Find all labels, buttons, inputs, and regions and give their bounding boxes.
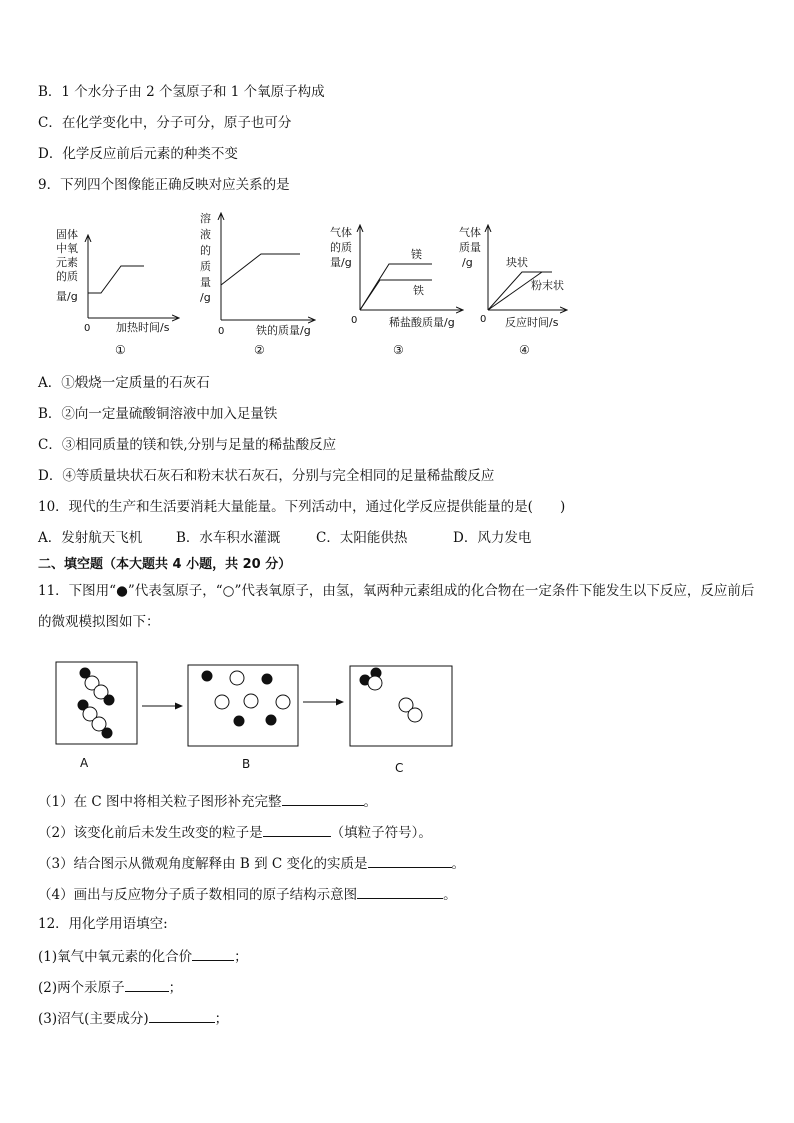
- q11-sub-4-answer-blank[interactable]: [357, 884, 443, 899]
- q10-option-c: C．太阳能供热: [316, 530, 408, 546]
- graph-1-xlabel: 加热时间/s: [116, 321, 170, 334]
- q11-sub-3-answer-blank[interactable]: [368, 853, 452, 868]
- graph-3-ylabel-1: 气体: [330, 226, 352, 239]
- q8-option-b: B．1 个水分子由 2 个氢原子和 1 个氧原子构成: [38, 84, 325, 100]
- q9-option-b: B．②向一定量硫酸铜溶液中加入足量铁: [38, 406, 278, 422]
- q11-sub-3-text: （3）结合图示从微观角度解释由 B 到 C 变化的实质是: [38, 856, 368, 872]
- q10-stem: 10．现代的生产和生活要消耗大量能量。下列活动中，通过化学反应提供能量的是( ): [38, 499, 566, 515]
- graph-1-line: [88, 266, 144, 293]
- graph-1-ylabel-2: 中氧: [56, 242, 78, 255]
- graph-2: [200, 211, 314, 357]
- q11-sub-1-period: 。: [363, 794, 378, 810]
- q12-sub-2-text: (2)两个汞原子: [38, 980, 125, 996]
- graph-4: [459, 225, 566, 357]
- graph-2-ylabel-6: /g: [200, 291, 211, 304]
- q11-stem-line-2: 的微观模拟图如下：: [38, 614, 160, 630]
- box-a: [56, 662, 137, 744]
- q8-option-c: C．在化学变化中，分子可分，原子也可分: [38, 115, 292, 131]
- graph-1-ylabel-1: 固体: [56, 228, 78, 241]
- graph-1-origin: 0: [84, 323, 91, 334]
- q9-graphs: [0, 205, 794, 365]
- graph-3-xlabel: 稀盐酸质量/g: [389, 316, 455, 329]
- graph-2-ylabel-1: 溶: [200, 212, 211, 225]
- graph-3-line2-label: 铁: [413, 284, 424, 297]
- graph-1-ylabel-5: 量/g: [56, 290, 78, 303]
- graph-2-ylabel-2: 液: [200, 228, 211, 241]
- q11-sub-3: [38, 853, 465, 873]
- graph-2-number: ②: [254, 343, 265, 357]
- q12-sub-3-answer-blank[interactable]: [149, 1008, 215, 1023]
- q12-sub-1: [38, 946, 248, 966]
- q11-sub-4-text: （4）画出与反应物分子质子数相同的原子结构示意图: [38, 887, 358, 903]
- graph-3: [330, 225, 462, 357]
- q10-option-a: A．发射航天飞机: [38, 530, 143, 546]
- graph-4-number: ④: [519, 343, 530, 357]
- q11-sub-1-answer-blank[interactable]: [282, 791, 364, 806]
- box-b-atoms: [202, 671, 290, 726]
- graph-1-ylabel-4: 的质: [56, 270, 78, 283]
- q9-option-a: A．①煅烧一定质量的石灰石: [38, 375, 210, 391]
- q9-stem: 9．下列四个图像能正确反映对应关系的是: [38, 177, 290, 193]
- graph-1-ylabel-3: 元素: [56, 256, 78, 269]
- graph-3-ylabel-3: 量/g: [330, 256, 352, 269]
- graph-4-ylabel-1: 气体: [459, 226, 481, 239]
- q12-sub-3: [38, 1008, 228, 1028]
- graph-4-line2-label: 粉末状: [531, 279, 564, 292]
- graph-3-line1-label: 镁: [411, 248, 422, 261]
- q11-stem-line-1: 11．下图用“●”代表氢原子，“○”代表氧原子，由氢，氧两种元素组成的化合物在一定条件下能发生以下反应，反应前后: [38, 583, 755, 599]
- q10-option-b: B．水车积水灌溉: [176, 530, 281, 546]
- q12-sub-1-semi: ；: [234, 949, 248, 965]
- q11-sub-1: [38, 791, 377, 811]
- q11-sub-2-text: （2）该变化前后未发生改变的粒子是: [38, 825, 263, 841]
- q12-sub-1-answer-blank[interactable]: [192, 946, 234, 961]
- q12-sub-2-semi: ；: [168, 980, 183, 996]
- graph-2-xlabel: 铁的质量/g: [256, 324, 311, 337]
- graph-4-ylabel-2: 质量: [459, 241, 481, 254]
- q12-sub-2-answer-blank[interactable]: [125, 977, 169, 992]
- box-b-label: B: [242, 757, 251, 771]
- q11-sub-4-period: 。: [443, 887, 457, 903]
- q12-sub-1-text: (1)氧气中氧元素的化合价: [38, 949, 193, 965]
- graph-4-ylabel-3: /g: [462, 256, 473, 269]
- graph-2-origin: 0: [218, 326, 225, 337]
- graph-4-origin: 0: [480, 314, 487, 325]
- section-2-title: 二、填空题（本大题共 4 小题，共 20 分）: [38, 557, 292, 572]
- q11-sub-1-text: （1）在 C 图中将相关粒子图形补充完整: [38, 794, 282, 810]
- q10-option-d: D．风力发电: [453, 530, 532, 546]
- q11-sub-3-period: 。: [451, 856, 466, 872]
- q11-sub-2: [38, 822, 432, 842]
- box-c-molecules: [360, 668, 422, 722]
- graph-2-ylabel-3: 的: [200, 244, 211, 257]
- graph-3-ylabel-2: 的质: [330, 241, 352, 254]
- q11-sub-2-tail: （填粒子符号）。: [330, 825, 432, 841]
- graph-2-ylabel-5: 量: [200, 276, 211, 289]
- q12-sub-2: [38, 977, 182, 997]
- q12-sub-3-semi: ；: [214, 1011, 229, 1027]
- graph-1: [56, 227, 178, 357]
- q11-reaction-diagram: [0, 655, 794, 780]
- q9-option-d: D．④等质量块状石灰石和粉末状石灰石，分别与完全相同的足量稀盐酸反应: [38, 468, 495, 484]
- graph-2-ylabel-4: 质: [200, 260, 211, 273]
- graph-4-xlabel: 反应时间/s: [505, 316, 559, 329]
- box-a-molecules: [78, 668, 114, 738]
- graph-3-number: ③: [393, 343, 404, 357]
- q9-option-c: C．③相同质量的镁和铁,分别与足量的稀盐酸反应: [38, 437, 337, 453]
- graph-4-line1-label: 块状: [506, 256, 528, 269]
- q11-sub-4: [38, 884, 457, 904]
- q12-stem: 12．用化学用语填空:: [38, 916, 168, 932]
- box-a-label: A: [80, 756, 89, 770]
- box-c-label: C: [395, 761, 404, 775]
- graph-2-line: [221, 254, 300, 285]
- q8-option-d: D．化学反应前后元素的种类不变: [38, 146, 238, 162]
- graph-1-number: ①: [115, 343, 126, 357]
- q11-sub-2-answer-blank[interactable]: [263, 822, 331, 837]
- q12-sub-3-text: (3)沼气(主要成分): [38, 1011, 149, 1027]
- graph-3-origin: 0: [351, 315, 358, 326]
